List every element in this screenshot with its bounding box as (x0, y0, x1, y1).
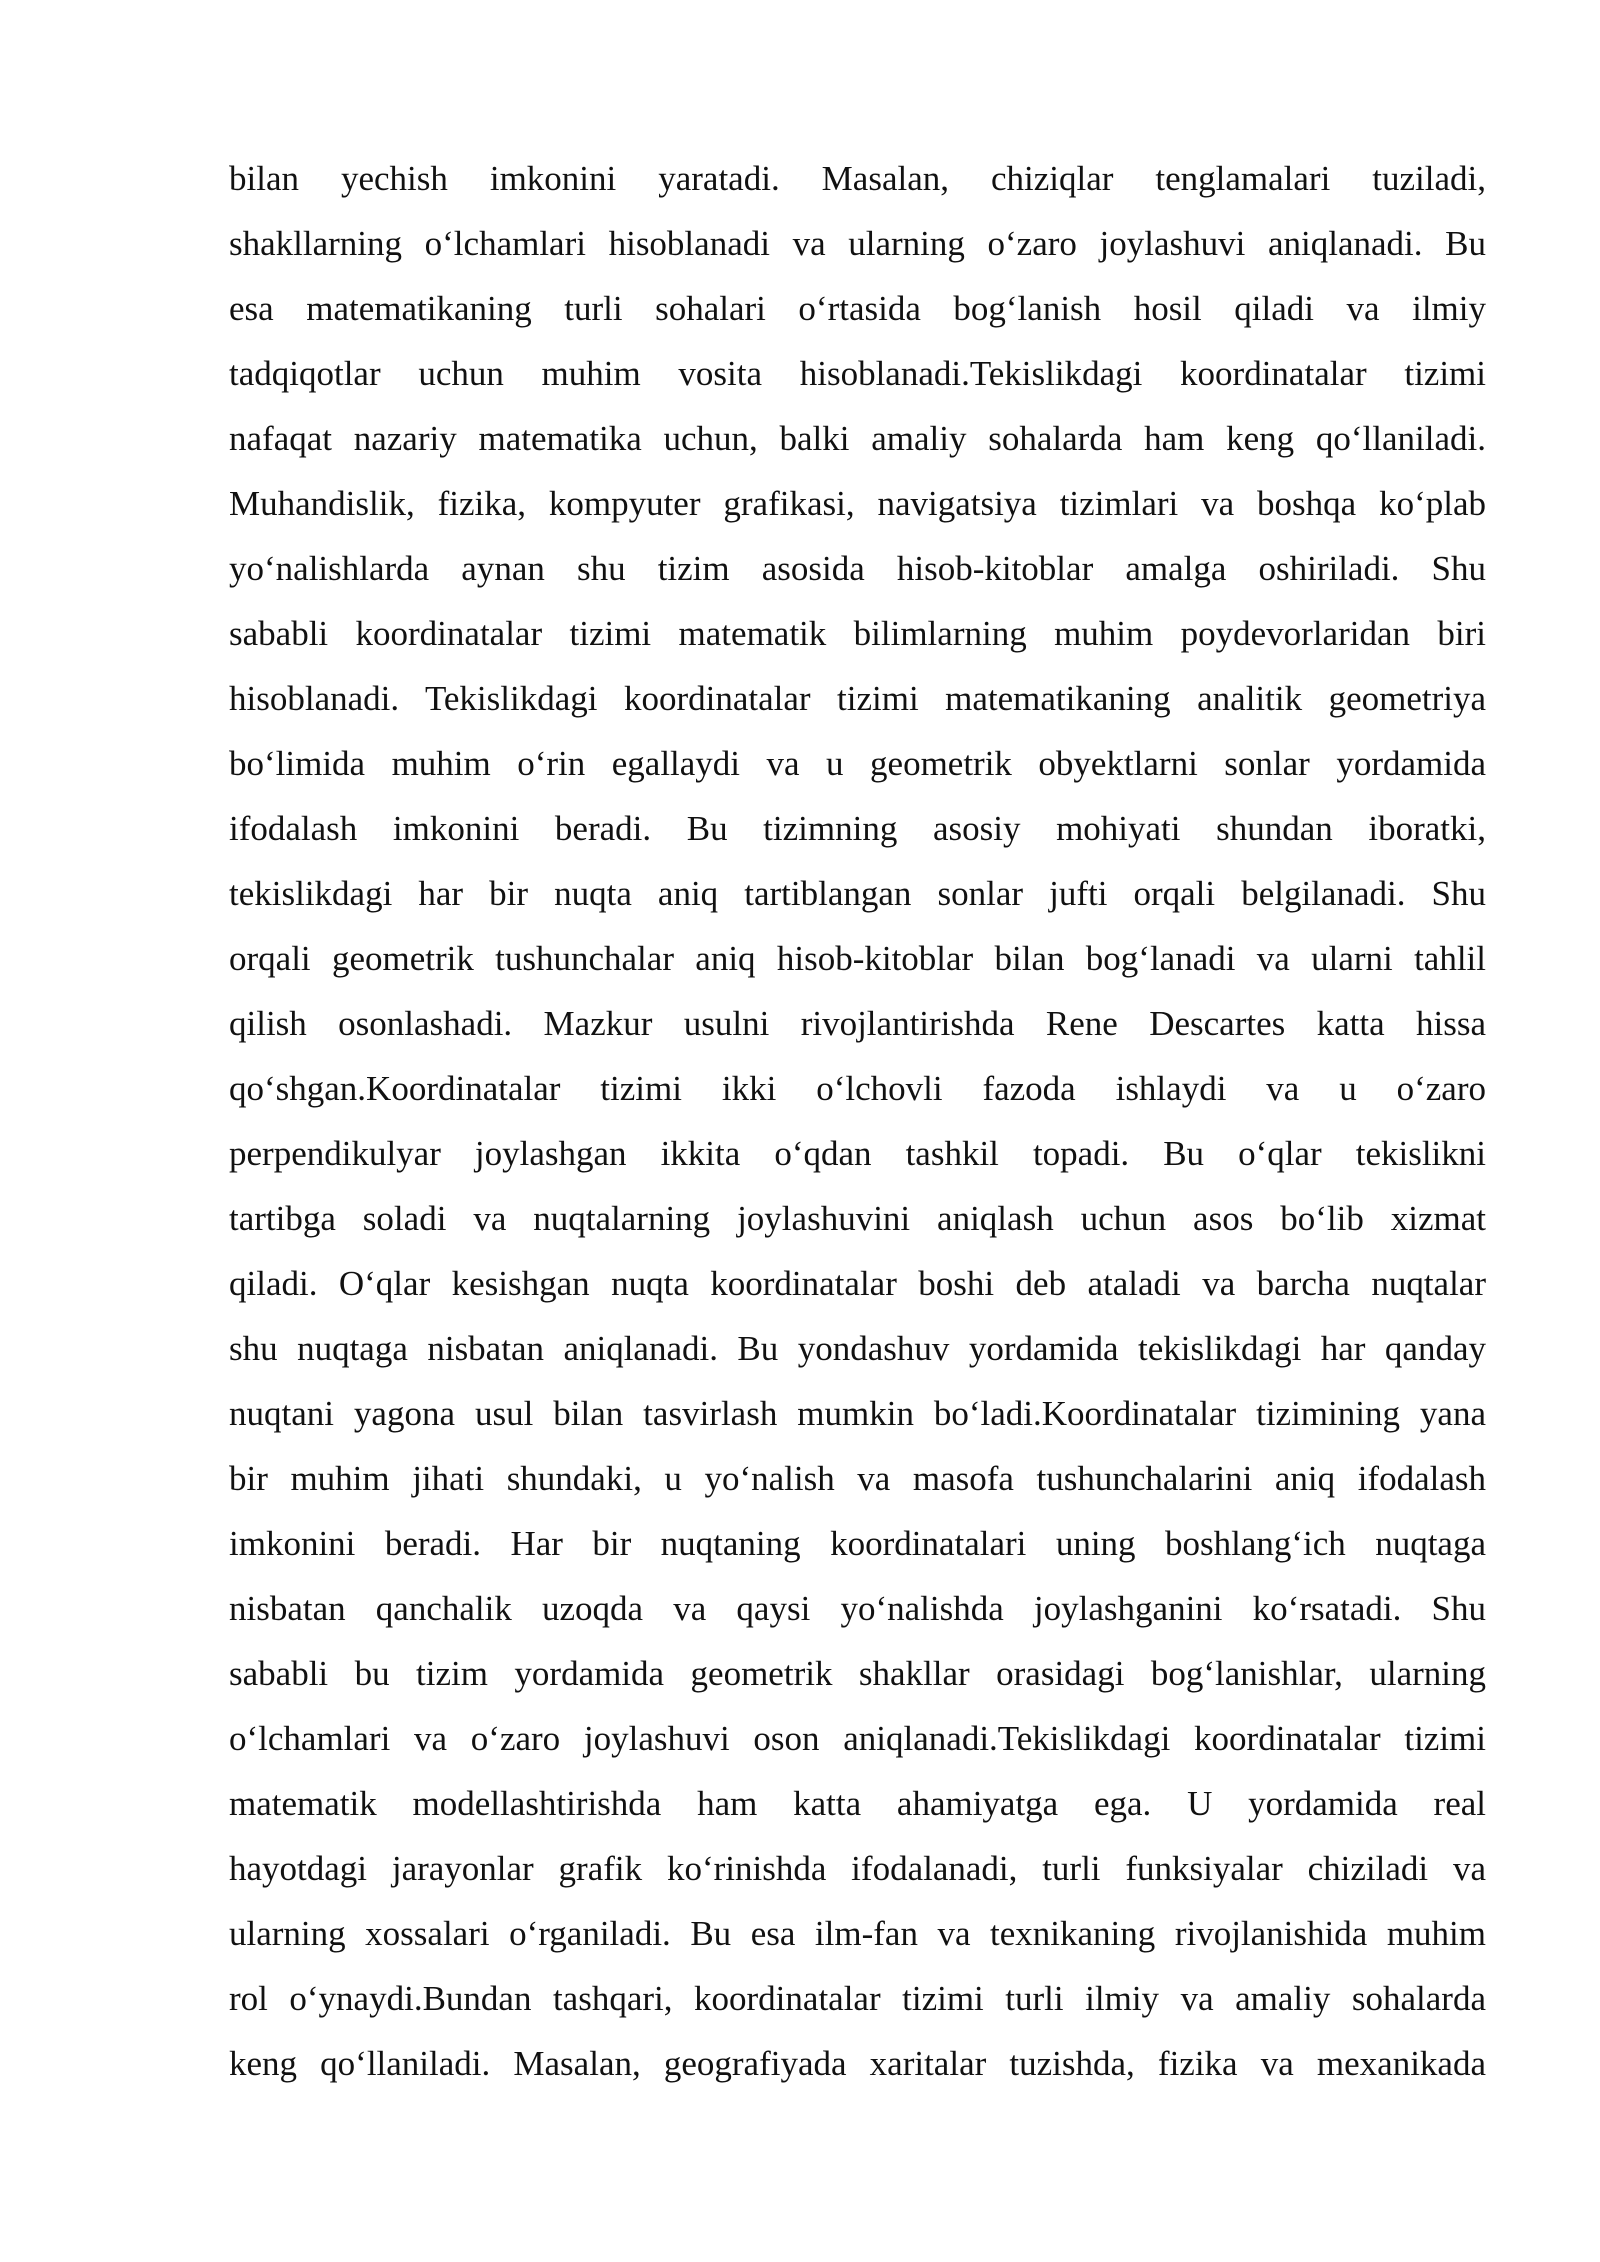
text-line: rol oʻynaydi.Bundan tashqari, koordinatalar tizimi turli ilmiy va amaliy sohalarda (229, 1979, 1486, 2018)
text-line: hayotdagi jarayonlar grafik koʻrinishda ifodalanadi, turli funksiyalar chiziladi va (229, 1849, 1486, 1888)
text-line: orqali geometrik tushunchalar aniq hisob-kitoblar bilan bogʻlanadi va ularni tahlil (229, 939, 1486, 978)
text-line: qilish osonlashadi. Mazkur usulni rivojlantirishda Rene Descartes katta hissa (229, 1004, 1486, 1043)
text-line: yoʻnalishlarda aynan shu tizim asosida hisob-kitoblar amalga oshiriladi. Shu (229, 549, 1486, 588)
body-text (229, 146, 1486, 2096)
text-line: boʻlimida muhim oʻrin egallaydi va u geometrik obyektlarni sonlar yordamida (229, 744, 1486, 783)
text-line: ularning xossalari oʻrganiladi. Bu esa ilm-fan va texnikaning rivojlanishida muhim (229, 1914, 1486, 1953)
text-line: qiladi. Oʻqlar kesishgan nuqta koordinatalar boshi deb ataladi va barcha nuqtalar (229, 1264, 1486, 1303)
text-line: Muhandislik, fizika, kompyuter grafikasi, navigatsiya tizimlari va boshqa koʻplab (229, 484, 1486, 523)
text-line: sababli koordinatalar tizimi matematik bilimlarning muhim poydevorlaridan biri (229, 614, 1486, 653)
text-line: nafaqat nazariy matematika uchun, balki amaliy sohalarda ham keng qoʻllaniladi. (229, 419, 1486, 458)
text-line: ifodalash imkonini beradi. Bu tizimning asosiy mohiyati shundan iboratki, (229, 809, 1486, 848)
text-line: qoʻshgan.Koordinatalar tizimi ikki oʻlchovli fazoda ishlaydi va u oʻzaro (229, 1069, 1486, 1108)
text-line: hisoblanadi. Tekislikdagi koordinatalar tizimi matematikaning analitik geometriya (229, 679, 1486, 718)
text-line: tekislikdagi har bir nuqta aniq tartiblangan sonlar jufti orqali belgilanadi. Shu (229, 874, 1486, 913)
text-line: bir muhim jihati shundaki, u yoʻnalish va masofa tushunchalarini aniq ifodalash (229, 1459, 1486, 1498)
text-line: perpendikulyar joylashgan ikkita oʻqdan tashkil topadi. Bu oʻqlar tekislikni (229, 1134, 1486, 1173)
text-line: esa matematikaning turli sohalari oʻrtasida bogʻlanish hosil qiladi va ilmiy (229, 289, 1486, 328)
text-line: tartibga soladi va nuqtalarning joylashuvini aniqlash uchun asos boʻlib xizmat (229, 1199, 1486, 1238)
text-line: nisbatan qanchalik uzoqda va qaysi yoʻnalishda joylashganini koʻrsatadi. Shu (229, 1589, 1486, 1628)
text-line: oʻlchamlari va oʻzaro joylashuvi oson aniqlanadi.Tekislikdagi koordinatalar tizimi (229, 1719, 1486, 1758)
text-line: tadqiqotlar uchun muhim vosita hisoblanadi.Tekislikdagi koordinatalar tizimi (229, 354, 1486, 393)
text-line: nuqtani yagona usul bilan tasvirlash mumkin boʻladi.Koordinatalar tizimining yana (229, 1394, 1486, 1433)
text-line: sababli bu tizim yordamida geometrik shakllar orasidagi bogʻlanishlar, ularning (229, 1654, 1486, 1693)
text-line: bilan yechish imkonini yaratadi. Masalan, chiziqlar tenglamalari tuziladi, (229, 159, 1486, 198)
text-line: imkonini beradi. Har bir nuqtaning koordinatalari uning boshlangʻich nuqtaga (229, 1524, 1486, 1563)
text-line: matematik modellashtirishda ham katta ahamiyatga ega. U yordamida real (229, 1784, 1486, 1823)
text-line: shu nuqtaga nisbatan aniqlanadi. Bu yondashuv yordamida tekislikdagi har qanday (229, 1329, 1486, 1368)
text-line: keng qoʻllaniladi. Masalan, geografiyada xaritalar tuzishda, fizika va mexanikada (229, 2044, 1486, 2083)
text-line: shakllarning oʻlchamlari hisoblanadi va ularning oʻzaro joylashuvi aniqlanadi. Bu (229, 224, 1486, 263)
